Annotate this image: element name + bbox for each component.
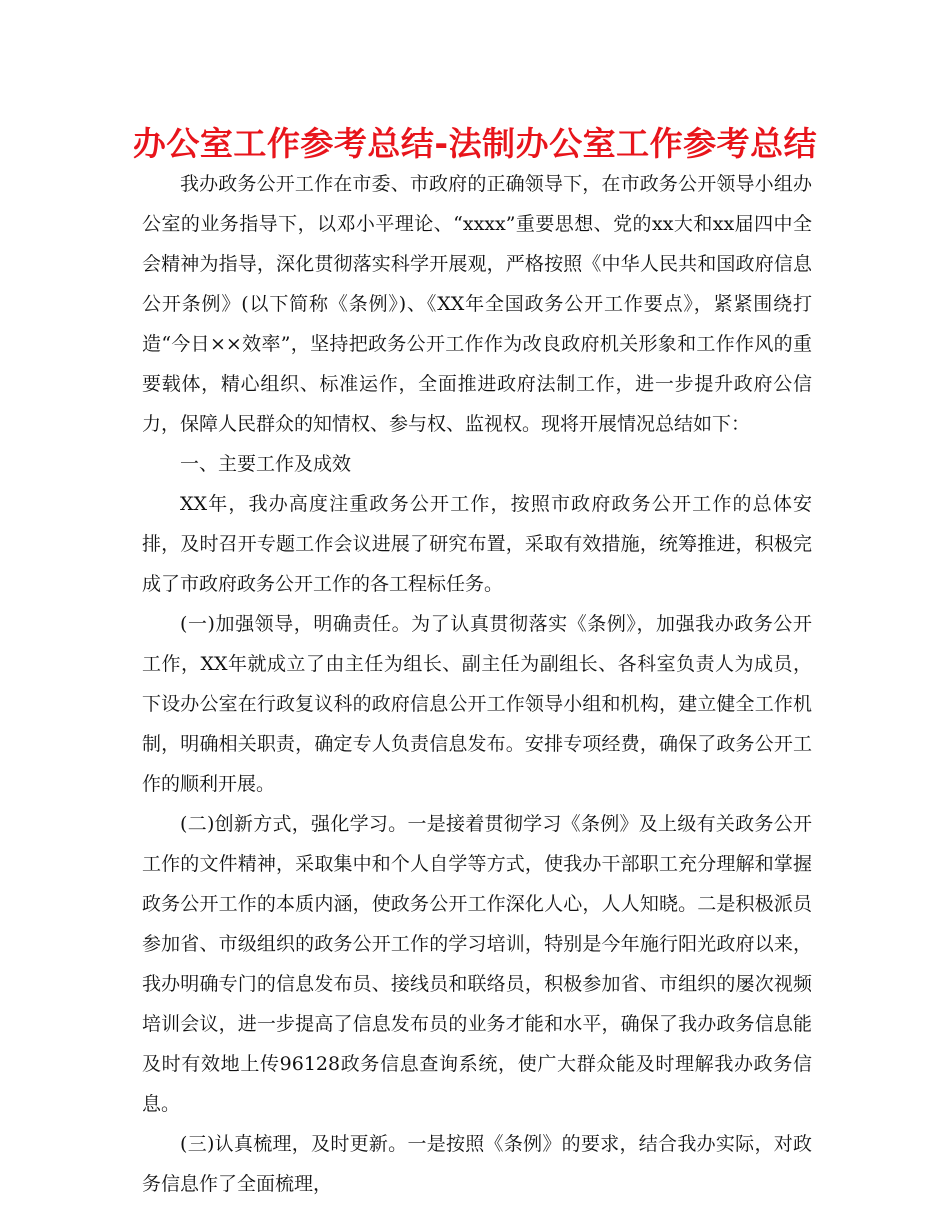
document-title: 办公室工作参考总结-法制办公室工作参考总结: [132, 124, 818, 163]
paragraph-leadership: (一)加强领导，明确责任。为了认真贯彻落实《条例》，加强我办政务公开工作，XX年就成立了由主任为组长、副主任为副组长、各科室负责人为成员，下设办公室在行政复议科的政府信息公开工作领导小组和机构，建立健全工作机制，明确相关职责，确定专人负责信息发布。安排专项经费，确保了政务公开工作的顺利开展。: [142, 613, 812, 795]
paragraph-overview: XX年，我办高度注重政务公开工作，按照市政府政务公开工作的总体安排，及时召开专题工作会议进展了研究布置，采取有效措施，统筹推进，积极完成了市政府政务公开工作的各工程标任务。: [142, 493, 812, 595]
paragraph-learning: (二)创新方式，强化学习。一是接着贯彻学习《条例》及上级有关政务公开工作的文件精神，采取集中和个人自学等方式，使我办干部职工充分理解和掌握政务公开工作的本质内涵，使政务公开工作深化人心，人人知晓。二是积极派员参加省、市级组织的政务公开工作的学习培训，特别是今年施行阳光政府以来，我办明确专门的信息发布员、接线员和联络员，积极参加省、市组织的屡次视频培训会议，进一步提高了信息发布员的业务才能和水平，确保了我办政务信息能及时有效地上传96128政务信息查询系统，使广大群众能及时理解我办政务信息。: [142, 813, 812, 1115]
paragraph-updating: (三)认真梳理，及时更新。一是按照《条例》的要求，结合我办实际，对政务信息作了全面梳理，: [142, 1133, 812, 1195]
document-body: [142, 164, 812, 1204]
section-heading-main-work: 一、主要工作及成效: [180, 453, 352, 475]
paragraph-intro: 我办政务公开工作在市委、市政府的正确领导下，在市政务公开领导小组办公室的业务指导下，以邓小平理论、“xxxx”重要思想、党的xx大和xx届四中全会精神为指导，深化贯彻落实科学开展观，严格按照《中华人民共和国政府信息公开条例》(以下简称《条例》)、《XX年全国政务公开工作要点》，紧紧围绕打造“今日××效率”，坚持把政务公开工作作为改良政府机关形象和工作作风的重要载体，精心组织、标准运作，全面推进政府法制工作，进一步提升政府公信力，保障人民群众的知情权、参与权、监视权。现将开展情况总结如下：: [142, 173, 812, 435]
